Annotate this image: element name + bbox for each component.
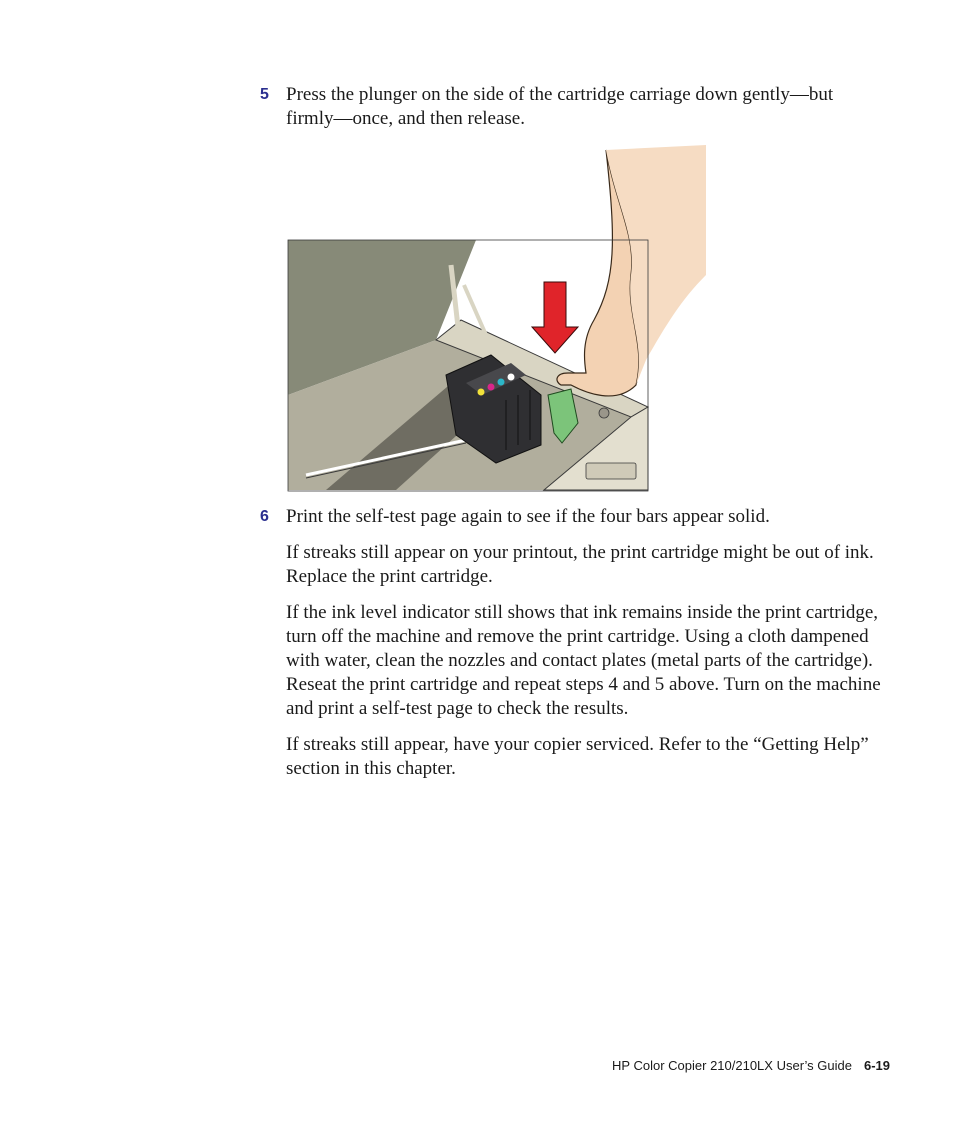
step-number: 5 <box>260 86 269 103</box>
paragraph-clean-nozzles: If the ink level indicator still shows that ink remains inside the print cartridge, turn off the machine and remove the print cartridge. Using a cloth dampened with water, clean the nozzles and contact plates (metal parts of the cartridge). Reseat the print cartridge and repeat steps 4 and 5 above. Turn on the machine and print a self-test page to check the results. <box>286 602 881 719</box>
printer-illustration <box>286 145 726 492</box>
cartridge-carriage-illustration <box>286 145 726 492</box>
step-text: Press the plunger on the side of the cartridge carriage down gently—but firmly—once, and then release. <box>286 84 834 129</box>
magenta-dot <box>488 384 495 391</box>
cyan-dot <box>498 379 505 386</box>
black-dot <box>508 374 515 381</box>
control-panel <box>586 463 636 479</box>
down-arrow-icon <box>532 282 578 353</box>
yellow-dot <box>478 389 485 396</box>
step-number: 6 <box>260 508 269 525</box>
page-number: 6-19 <box>863 1058 890 1073</box>
paragraph-streaks-out-of-ink: If streaks still appear on your printout, the print cartridge might be out of ink. Replace the print cartridge. <box>286 542 874 587</box>
page-footer <box>612 1058 890 1073</box>
guide-title: HP Color Copier 210/210LX User’s Guide <box>612 1058 852 1073</box>
step-text: Print the self-test page again to see if the four bars appear solid. <box>286 506 770 527</box>
paragraph-service: If streaks still appear, have your copier serviced. Refer to the “Getting Help” section in this chapter. <box>286 734 869 779</box>
